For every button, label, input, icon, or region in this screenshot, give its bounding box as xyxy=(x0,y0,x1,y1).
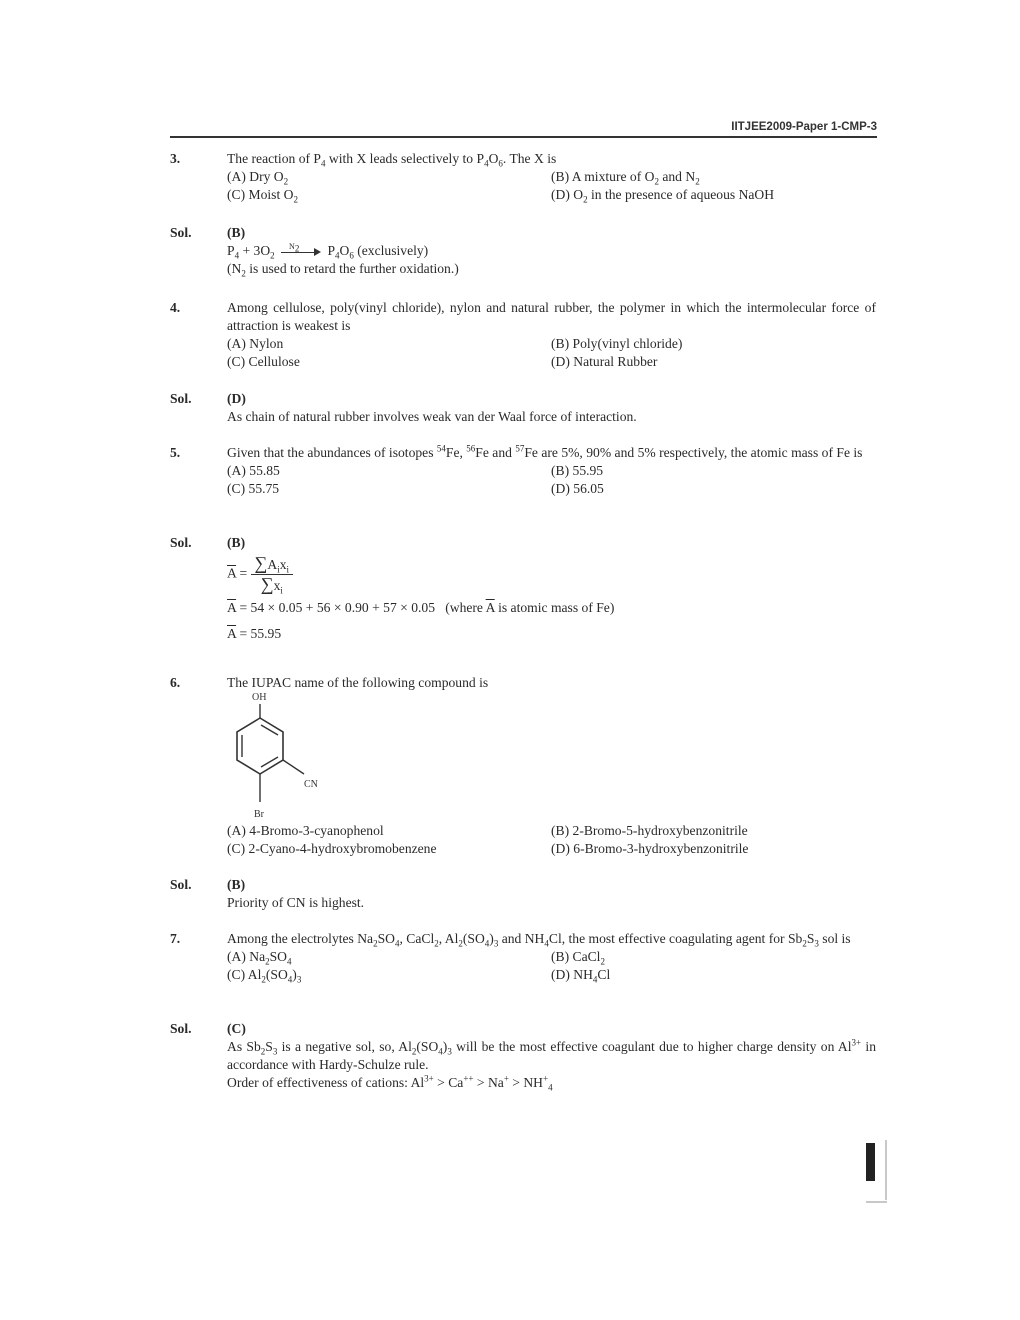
solution-answer: (B) xyxy=(227,877,246,892)
solution-answer: (B) xyxy=(227,225,246,240)
page-corner-line xyxy=(866,1201,887,1203)
solution-label: Sol. xyxy=(170,391,192,406)
question-4 xyxy=(170,299,876,371)
solution-5 xyxy=(170,534,876,643)
option-c: (C) $Al_2(SO_4)_3$ xyxy=(227,967,302,985)
solution-text: Priority of CN is highest. xyxy=(227,895,365,910)
option-a: (A) $Na_2SO_4$ xyxy=(227,949,292,967)
option-a: (A) 4-Bromo-3-cyanophenol xyxy=(227,823,384,838)
question-number: 6. xyxy=(170,675,181,690)
weighted-mean-formula: $\overline{A}$ = $\frac{\sum A_ix_i}{\sum x_i}$ xyxy=(227,554,876,595)
solution-label: Sol. xyxy=(170,877,192,892)
option-b: (B) Poly(vinyl chloride) xyxy=(551,336,683,351)
question-number: 3. xyxy=(170,151,181,166)
header-rule xyxy=(170,136,877,138)
question-stem: Among cellulose, poly(vinyl chloride), nylon and natural rubber, the polymer in which the intermolecular force of attraction is weakest is xyxy=(227,300,876,333)
options xyxy=(227,168,876,204)
solution-answer: (C) xyxy=(227,1021,246,1036)
option-d: (D) 6-Bromo-3-hydroxybenzonitrile xyxy=(551,841,749,856)
question-7 xyxy=(170,930,876,984)
solution-label: Sol. xyxy=(170,535,192,550)
page-corner-line xyxy=(885,1140,887,1200)
option-c: (C) Cellulose xyxy=(227,354,300,369)
solution-label: Sol. xyxy=(170,1021,192,1036)
calculation-line: $\overline{A} = 54 \times 0.05 + 56 \times 0.90 + 57 \times 0.05$ (where $\overline{A}$ is atomic mass of Fe) xyxy=(227,600,615,615)
solution-text: As $Sb_2S_3$ is a negative sol, so, $Al_2(SO_4)_3$ will be the most effective coagulant due to higher charge density on $Al^{3+}$ in accordance with Hardy-Schulze rule. xyxy=(227,1037,876,1072)
option-a: (A) Dry $O_2$ xyxy=(227,169,289,187)
fraction: $\frac{\sum A_ix_i}{\sum x_i}$ xyxy=(251,554,294,595)
question-number: 5. xyxy=(170,445,181,460)
question-number: 7. xyxy=(170,931,181,946)
solution-text: As chain of natural rubber involves weak van der Waal force of interaction. xyxy=(227,409,637,424)
option-d: (D) $O_2$ in the presence of aqueous NaOH xyxy=(551,187,775,205)
cation-order: Order of effectiveness of cations: $Al^{3+} > Ca^{++} > Na^+ > NH^+_4$ xyxy=(227,1073,553,1093)
option-d: (D) 56.05 xyxy=(551,481,604,496)
solution-answer: (B) xyxy=(227,535,246,550)
solution-label: Sol. xyxy=(170,225,192,240)
reaction-equation: $P_4 + 3O_2$ $N_2$ $P_4O_6$ (exclusively) xyxy=(227,241,429,261)
cn-label: CN xyxy=(304,779,318,790)
option-b: (B) A mixture of $O_2$ and $N_2$ xyxy=(551,169,700,187)
result-line: $\overline{A} = 55.95$ xyxy=(227,626,282,641)
option-c: (C) Moist $O_2$ xyxy=(227,187,298,205)
reaction-arrow-icon: $N_2$ xyxy=(281,247,321,257)
options xyxy=(227,822,876,858)
benzene-ring xyxy=(237,718,283,774)
oh-label: OH xyxy=(252,692,267,703)
question-number: 4. xyxy=(170,300,181,315)
solution-answer: (D) xyxy=(227,391,246,406)
solution-4 xyxy=(170,390,876,426)
page-edge-marker xyxy=(866,1143,875,1181)
solution-3 xyxy=(170,224,876,278)
question-3 xyxy=(170,150,876,204)
option-d: (D) Natural Rubber xyxy=(551,354,658,369)
question-5 xyxy=(170,444,876,498)
benzene-structure xyxy=(220,688,340,822)
options xyxy=(227,948,876,984)
solution-note: ($N_2$ is used to retard the further oxidation.) xyxy=(227,261,459,279)
option-b: (B) 2-Bromo-5-hydroxybenzonitrile xyxy=(551,823,748,838)
option-d: (D) $NH_4Cl$ xyxy=(551,967,611,985)
option-b: (B) CaCl$_2$ xyxy=(551,949,605,967)
question-6-options xyxy=(170,822,876,858)
bond-cn xyxy=(283,760,304,774)
question-stem: The reaction of $P_4$ with X leads selectively to $P_4O_6$. The X is xyxy=(227,151,557,169)
question-stem: The IUPAC name of the following compound is xyxy=(227,675,489,690)
options xyxy=(227,462,876,498)
solution-7 xyxy=(170,1020,876,1092)
question-stem: Among the electrolytes $Na_2SO_4$, CaCl$_2$, $Al_2(SO_4)_3$ and $NH_4Cl$, the most effective coagulating agent for $Sb_2S_3$ sol is xyxy=(227,931,851,949)
option-c: (C) 55.75 xyxy=(227,481,280,496)
question-stem: Given that the abundances of isotopes $^{54}$Fe, $^{56}$Fe and $^{57}$Fe are 5%, 90% and 5% respectively, the atomic mass of Fe is xyxy=(227,443,863,460)
br-label: Br xyxy=(254,809,264,820)
solution-6 xyxy=(170,876,876,912)
options xyxy=(227,335,876,371)
option-b: (B) 55.95 xyxy=(551,463,604,478)
option-a: (A) 55.85 xyxy=(227,463,280,478)
option-c: (C) 2-Cyano-4-hydroxybromobenzene xyxy=(227,841,437,856)
option-a: (A) Nylon xyxy=(227,336,284,351)
page-header: IITJEE2009-Paper 1-CMP-3 xyxy=(731,121,877,133)
